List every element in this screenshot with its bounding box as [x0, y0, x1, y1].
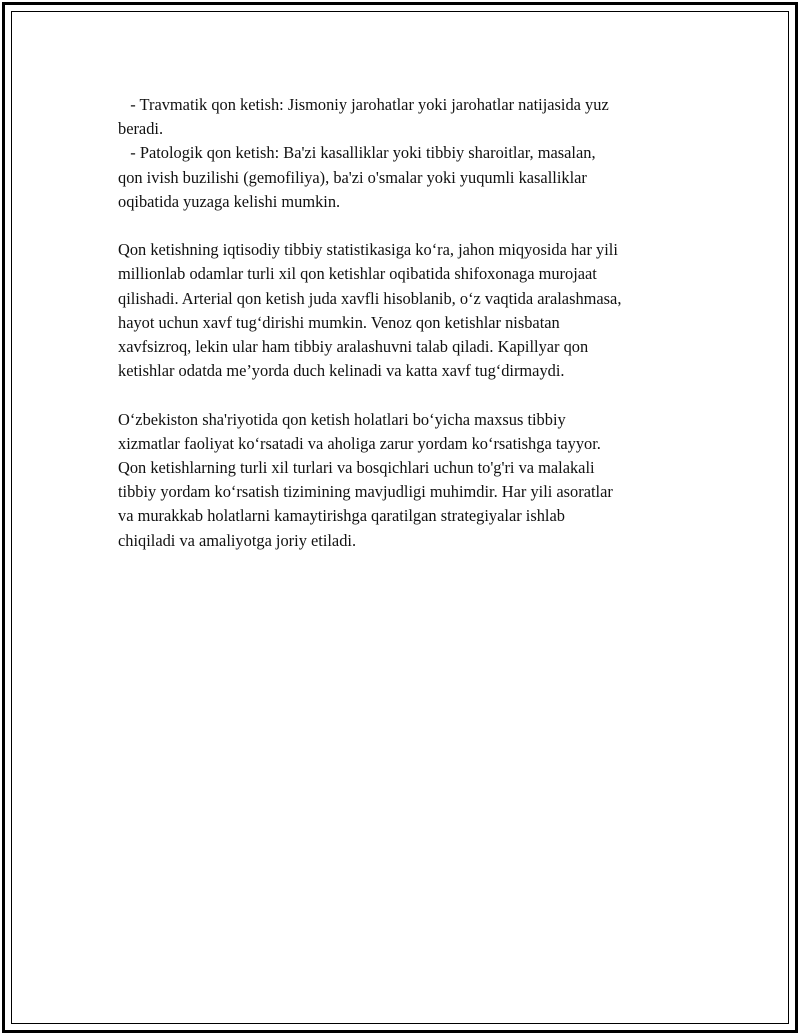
text-line: - Travmatik qon ketish: Jismoniy jarohatlar yoki jarohatlar natijasida yuz	[118, 95, 609, 114]
paragraph-statistics	[118, 238, 708, 383]
text-line: ketishlar odatda me’yorda duch kelinadi va katta xavf tug‘dirmaydi.	[118, 361, 565, 381]
text-line: millionlab odamlar turli xil qon ketishlar oqibatida shifoxonaga murojaat	[118, 264, 597, 284]
text-line: Qon ketishning iqtisodiy tibbiy statistikasiga ko‘ra, jahon miqyosida har yili	[118, 240, 618, 260]
paragraph-gap	[118, 383, 708, 407]
paragraph-gap	[118, 214, 708, 238]
text-line: xavfsizroq, lekin ular ham tibbiy aralashuvni talab qiladi. Kapillyar qon	[118, 337, 589, 357]
text-line: oqibatida yuzaga kelishi mumkin.	[118, 191, 341, 211]
text-line: Qon ketishlarning turli xil turlari va bosqichlari uchun to'g'ri va malakali	[118, 458, 595, 478]
paragraph-uzbekistan-services	[118, 408, 708, 553]
text-line: O‘zbekiston sha'riyotida qon ketish holatlari bo‘yicha maxsus tibbiy	[118, 409, 566, 429]
text-line: qon ivish buzilishi (gemofiliya), ba'zi o'smalar yoki yuqumli kasalliklar	[118, 167, 587, 187]
text-line: hayot uchun xavf tug‘dirishi mumkin. Venoz qon ketishlar nisbatan	[118, 312, 560, 332]
text-line: qilishadi. Arterial qon ketish juda xavfli hisoblanib, o‘z vaqtida aralashmasa,	[118, 288, 622, 308]
text-line: - Patologik qon ketish: Ba'zi kasalliklar yoki tibbiy sharoitlar, masalan,	[118, 143, 596, 163]
text-line: xizmatlar faoliyat ko‘rsatadi va aholiga zarur yordam ko‘rsatishga tayyor.	[118, 433, 601, 453]
text-line: va murakkab holatlarni kamaytirishga qaratilgan strategiyalar ishlab	[118, 506, 565, 526]
list-item-traumatic-bleeding	[118, 93, 708, 141]
list-item-pathological-bleeding	[118, 141, 708, 214]
text-line: chiqiladi va amaliyotga joriy etiladi.	[118, 530, 357, 550]
document-body	[118, 93, 708, 553]
text-line: beradi.	[118, 119, 164, 139]
text-line: tibbiy yordam ko‘rsatish tizimining mavjudligi muhimdir. Har yili asoratlar	[118, 482, 613, 502]
